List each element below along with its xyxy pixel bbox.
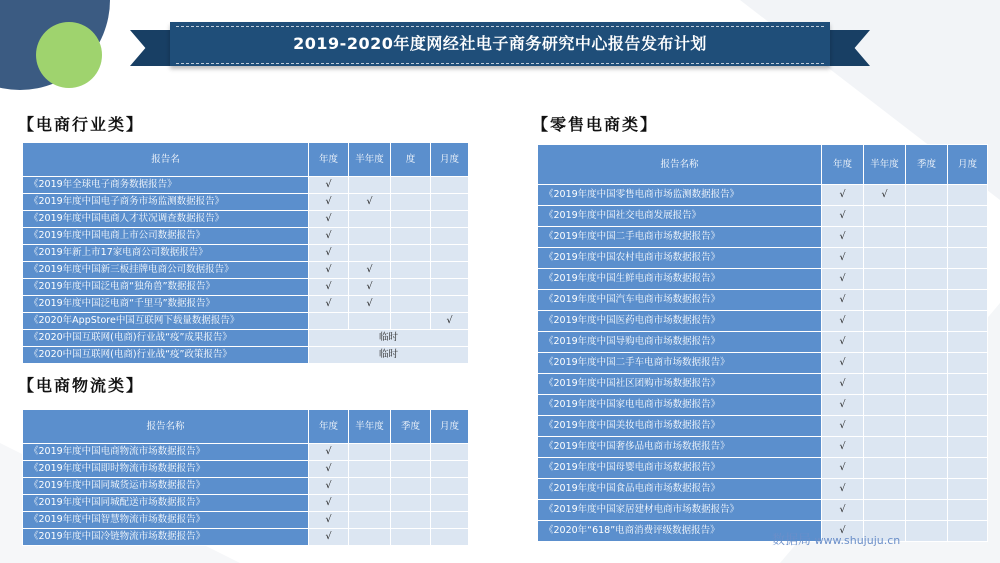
schedule-mark-cell [864,332,906,353]
title-banner [130,22,870,70]
schedule-mark-cell [906,248,948,269]
column-header-report-name: 报告名 [23,143,309,177]
table-row [538,521,988,542]
column-header-semiannual: 半年度 [864,145,906,185]
table-row [23,279,469,296]
schedule-mark-cell: √ [822,416,864,437]
schedule-mark-cell [431,529,469,546]
table-row [538,311,988,332]
schedule-mark-cell: √ [822,206,864,227]
schedule-mark-cell: √ [822,353,864,374]
schedule-mark-cell [906,479,948,500]
column-header-quarterly: 季度 [906,145,948,185]
table-row [538,416,988,437]
industry-section-heading: 【电商行业类】 [18,115,145,134]
schedule-mark-cell [864,416,906,437]
table-row [23,495,469,512]
report-name-cell: 《2019年度中国导购电商市场数据报告》 [538,332,822,353]
schedule-mark-cell [948,479,988,500]
schedule-mark-cell [948,374,988,395]
schedule-mark-cell [349,495,391,512]
table-row [538,479,988,500]
report-name-cell: 《2019年度中国冷链物流市场数据报告》 [23,529,309,546]
table-row [538,248,988,269]
report-name-cell: 《2019年度中国同城配送市场数据报告》 [23,495,309,512]
table-row [538,458,988,479]
report-name-cell: 《2019年度中国家电电商市场数据报告》 [538,395,822,416]
table-row [23,461,469,478]
schedule-mark-cell: √ [309,512,349,529]
column-header-monthly: 月度 [948,145,988,185]
schedule-mark-cell: √ [822,395,864,416]
table-row [23,512,469,529]
schedule-mark-cell: √ [309,177,349,194]
schedule-mark-cell: √ [822,500,864,521]
table-row [23,262,469,279]
schedule-mark-cell [906,206,948,227]
schedule-mark-cell: √ [822,185,864,206]
table-row [538,437,988,458]
schedule-mark-cell [864,269,906,290]
schedule-mark-cell: √ [309,461,349,478]
schedule-mark-cell: √ [309,194,349,211]
table-row [538,374,988,395]
report-name-cell: 《2020年“618”电商消费评级数据报告》 [538,521,822,542]
watermark-brand: 数据局 [772,533,812,548]
table-row [538,332,988,353]
table-row [23,444,469,461]
report-name-cell: 《2019年度中国泛电商“独角兽”数据报告》 [23,279,309,296]
report-name-cell: 《2019年度中国美妆电商市场数据报告》 [538,416,822,437]
schedule-mark-cell [948,500,988,521]
column-header-quarterly: 季度 [391,410,431,444]
schedule-mark-cell: √ [309,478,349,495]
schedule-mark-cell [948,269,988,290]
table-row [538,353,988,374]
schedule-mark-cell [906,185,948,206]
schedule-mark-cell [349,529,391,546]
report-name-cell: 《2019年度中国电商人才状况调查数据报告》 [23,211,309,228]
table-row [538,269,988,290]
schedule-mark-cell [431,512,469,529]
column-header-annual: 年度 [822,145,864,185]
decorative-circle-green [36,22,102,88]
report-name-cell: 《2019年度中国食品电商市场数据报告》 [538,479,822,500]
schedule-mark-cell: √ [309,262,349,279]
schedule-mark-cell [431,262,469,279]
report-name-cell: 《2020中国互联网(电商)行业战“疫”成果报告》 [23,330,309,347]
schedule-mark-cell: √ [349,194,391,211]
schedule-mark-cell: √ [864,185,906,206]
schedule-mark-cell [349,313,391,330]
schedule-mark-cell [391,529,431,546]
report-name-cell: 《2019年新上市17家电商公司数据报告》 [23,245,309,262]
schedule-mark-cell [349,444,391,461]
table-row [538,206,988,227]
report-name-cell: 《2019年度中国母婴电商市场数据报告》 [538,458,822,479]
report-name-cell: 《2020年AppStore中国互联网下载量数据报告》 [23,313,309,330]
schedule-mark-cell [948,395,988,416]
schedule-mark-cell [948,353,988,374]
schedule-mark-cell [864,374,906,395]
report-name-cell: 《2019年度中国零售电商市场监测数据报告》 [538,185,822,206]
schedule-mark-cell: √ [822,290,864,311]
report-name-cell: 《2019年度中国社区团购市场数据报告》 [538,374,822,395]
schedule-mark-cell [948,248,988,269]
report-name-cell: 《2019年度中国电子商务市场监测数据报告》 [23,194,309,211]
table-row [23,330,469,347]
schedule-mark-cell [864,437,906,458]
table-row [23,177,469,194]
report-name-cell: 《2019年度中国泛电商“千里马”数据报告》 [23,296,309,313]
schedule-mark-cell [864,290,906,311]
schedule-mark-cell: √ [349,262,391,279]
schedule-mark-cell [431,495,469,512]
report-name-cell: 《2019年度中国同城货运市场数据报告》 [23,478,309,495]
schedule-mark-cell [349,228,391,245]
schedule-mark-cell [309,313,349,330]
schedule-mark-cell [864,458,906,479]
schedule-mark-cell [391,296,431,313]
schedule-mark-cell: √ [309,228,349,245]
industry-report-table [22,142,469,364]
column-header-annual: 年度 [309,143,349,177]
schedule-mark-cell: √ [309,444,349,461]
schedule-mark-cell: √ [822,311,864,332]
schedule-mark-cell [431,444,469,461]
report-name-cell: 《2019年度中国智慧物流市场数据报告》 [23,512,309,529]
report-name-cell: 《2019年度中国社交电商发展报告》 [538,206,822,227]
column-header-report-name: 报告名称 [23,410,309,444]
logistics-section-heading: 【电商物流类】 [18,376,145,395]
schedule-mark-cell: √ [431,313,469,330]
schedule-mark-cell [948,206,988,227]
report-name-cell: 《2019年全球电子商务数据报告》 [23,177,309,194]
schedule-mark-cell [431,177,469,194]
table-row [23,296,469,313]
schedule-mark-cell [864,395,906,416]
column-header-annual: 年度 [309,410,349,444]
schedule-mark-cell: √ [309,245,349,262]
schedule-mark-cell [906,416,948,437]
schedule-mark-cell: √ [309,296,349,313]
schedule-mark-cell [391,461,431,478]
schedule-mark-cell [906,227,948,248]
schedule-mark-cell [906,437,948,458]
schedule-mark-cell [431,245,469,262]
schedule-mark-cell: √ [349,279,391,296]
schedule-mark-cell: √ [309,211,349,228]
schedule-mark-cell [431,211,469,228]
report-name-cell: 《2019年度中国奢侈品电商市场数据报告》 [538,437,822,458]
report-name-cell: 《2019年度中国汽车电商市场数据报告》 [538,290,822,311]
schedule-mark-cell [906,395,948,416]
table-row [23,478,469,495]
table-row [538,227,988,248]
column-header-quarterly: 度 [391,143,431,177]
column-header-semiannual: 半年度 [349,143,391,177]
schedule-mark-cell: √ [309,495,349,512]
table-row [538,500,988,521]
report-name-cell: 《2019年度中国二手车电商市场数据报告》 [538,353,822,374]
schedule-mark-cell: √ [822,227,864,248]
schedule-mark-cell [391,245,431,262]
retail-report-table [537,144,988,542]
schedule-mark-cell [431,461,469,478]
schedule-mark-cell [391,177,431,194]
column-header-monthly: 月度 [431,410,469,444]
schedule-mark-cell [431,228,469,245]
schedule-mark-cell [349,245,391,262]
schedule-mark-cell [948,227,988,248]
table-row [23,245,469,262]
logistics-report-table [22,409,469,546]
schedule-mark-cell [906,374,948,395]
schedule-mark-cell [349,177,391,194]
schedule-mark-cell [391,512,431,529]
schedule-mark-cell [431,279,469,296]
schedule-mark-cell: √ [309,529,349,546]
schedule-mark-cell [431,296,469,313]
page-title: 2019-2020年度网经社电子商务研究中心报告发布计划 [293,34,707,53]
schedule-mark-cell [349,211,391,228]
column-header-report-name: 报告名称 [538,145,822,185]
schedule-mark-cell: √ [822,437,864,458]
schedule-mark-cell [431,194,469,211]
schedule-mark-cell [864,311,906,332]
schedule-mark-cell [391,444,431,461]
report-name-cell: 《2019年度中国二手电商市场数据报告》 [538,227,822,248]
schedule-mark-cell [906,500,948,521]
schedule-mark-cell [948,521,988,542]
table-row [23,228,469,245]
schedule-mark-cell: √ [822,248,864,269]
schedule-mark-cell [349,512,391,529]
column-header-semiannual: 半年度 [349,410,391,444]
schedule-mark-cell [948,458,988,479]
schedule-mark-cell [391,211,431,228]
watermark [772,529,900,548]
schedule-mark-cell [906,290,948,311]
schedule-mark-cell [391,228,431,245]
schedule-mark-cell [349,461,391,478]
column-header-monthly: 月度 [431,143,469,177]
schedule-mark-cell [906,311,948,332]
schedule-mark-cell: √ [822,374,864,395]
schedule-mark-cell: √ [349,296,391,313]
table-row [23,194,469,211]
table-row [23,313,469,330]
schedule-mark-cell [864,248,906,269]
schedule-mark-cell: √ [822,269,864,290]
schedule-mark-cell [906,269,948,290]
report-name-cell: 《2020中国互联网(电商)行业战“疫”政策报告》 [23,347,309,364]
schedule-mark-cell [948,185,988,206]
schedule-mark-cell [906,458,948,479]
report-name-cell: 《2019年度中国新三板挂牌电商公司数据报告》 [23,262,309,279]
schedule-mark-cell [864,500,906,521]
report-name-cell: 《2019年度中国即时物流市场数据报告》 [23,461,309,478]
table-row [538,395,988,416]
table-row [23,347,469,364]
report-name-cell: 《2019年度中国农村电商市场数据报告》 [538,248,822,269]
schedule-mark-cell [948,332,988,353]
schedule-mark-cell [864,206,906,227]
schedule-mark-cell [906,521,948,542]
table-row [23,211,469,228]
table-row [538,290,988,311]
schedule-mark-cell [391,495,431,512]
schedule-mark-cell [864,353,906,374]
schedule-mark-cell [391,313,431,330]
schedule-mark-cell [391,194,431,211]
schedule-mark-cell [391,478,431,495]
schedule-mark-cell [391,279,431,296]
report-name-cell: 《2019年度中国电商物流市场数据报告》 [23,444,309,461]
watermark-url: www.shujuju.cn [814,534,901,547]
schedule-mark-cell [431,478,469,495]
report-name-cell: 《2019年度中国生鲜电商市场数据报告》 [538,269,822,290]
schedule-mark-cell: √ [309,279,349,296]
table-row [538,185,988,206]
schedule-mark-cell [391,262,431,279]
report-name-cell: 《2019年度中国医药电商市场数据报告》 [538,311,822,332]
report-name-cell: 《2019年度中国电商上市公司数据报告》 [23,228,309,245]
schedule-mark-cell [948,416,988,437]
schedule-mark-cell [864,227,906,248]
retail-section-heading: 【零售电商类】 [532,115,659,134]
schedule-mark-cell: √ [822,521,864,542]
schedule-mark-cell [906,332,948,353]
schedule-mark-cell [864,479,906,500]
schedule-mark-cell: √ [822,332,864,353]
schedule-mark-cell: √ [822,479,864,500]
temporary-note-cell: 临时 [309,347,469,364]
temporary-note-cell: 临时 [309,330,469,347]
schedule-mark-cell [906,353,948,374]
report-name-cell: 《2019年度中国家居建材电商市场数据报告》 [538,500,822,521]
schedule-mark-cell [948,311,988,332]
table-row [23,529,469,546]
schedule-mark-cell [349,478,391,495]
schedule-mark-cell: √ [822,458,864,479]
schedule-mark-cell [948,290,988,311]
schedule-mark-cell [948,437,988,458]
